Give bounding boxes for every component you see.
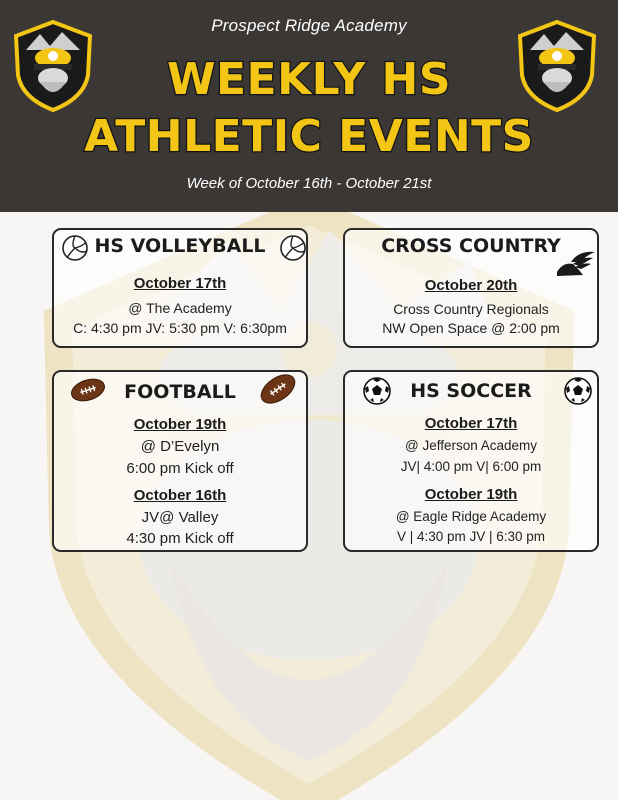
soccer-game2-location: @ Eagle Ridge Academy <box>395 509 547 524</box>
soccer-game1-date: October 17th <box>424 415 518 432</box>
soccer-game2-time: V | 4:30 pm JV | 6:30 pm <box>396 529 546 544</box>
soccer-game1-location: @ Jefferson Academy <box>404 438 538 453</box>
soccer-card <box>343 370 599 552</box>
volleyball-location: @ The Academy <box>128 300 232 316</box>
cross-country-card <box>343 228 599 348</box>
volleyball-date: October 17th <box>133 275 227 292</box>
cross-country-date: October 20th <box>424 277 518 294</box>
volleyball-times: C: 4:30 pm JV: 5:30 pm V: 6:30pm <box>73 320 287 336</box>
football-game2-location: JV@ Valley <box>141 509 219 526</box>
miner-mascot-shield-icon <box>516 20 598 112</box>
cross-country-title: CROSS COUNTRY <box>381 235 561 257</box>
football-card <box>52 370 308 552</box>
soccer-title: HS SOCCER <box>410 380 532 402</box>
week-range: Week of October 16th - October 21st <box>186 175 432 192</box>
title-line-2: ATHLETIC EVENTS <box>84 111 534 162</box>
school-name: Prospect Ridge Academy <box>211 16 407 35</box>
football-game2-time: 4:30 pm Kick off <box>126 530 234 547</box>
volleyball-title: HS VOLLEYBALL <box>94 235 266 257</box>
header-banner <box>0 0 618 212</box>
cross-country-location: NW Open Space @ 2:00 pm <box>382 320 560 336</box>
miner-mascot-shield-icon <box>12 20 94 112</box>
football-game1-date: October 19th <box>133 416 227 433</box>
title-line-1: WEEKLY HS <box>166 54 452 105</box>
football-game2-date: October 16th <box>133 487 227 504</box>
cross-country-event: Cross Country Regionals <box>393 301 549 317</box>
football-game1-time: 6:00 pm Kick off <box>126 460 234 477</box>
soccer-game2-date: October 19th <box>424 486 518 503</box>
soccer-game1-time: JV| 4:00 pm V| 6:00 pm <box>400 459 542 474</box>
football-title: FOOTBALL <box>124 381 236 403</box>
football-game1-location: @ D’Evelyn <box>140 438 220 455</box>
volleyball-card <box>52 228 308 348</box>
